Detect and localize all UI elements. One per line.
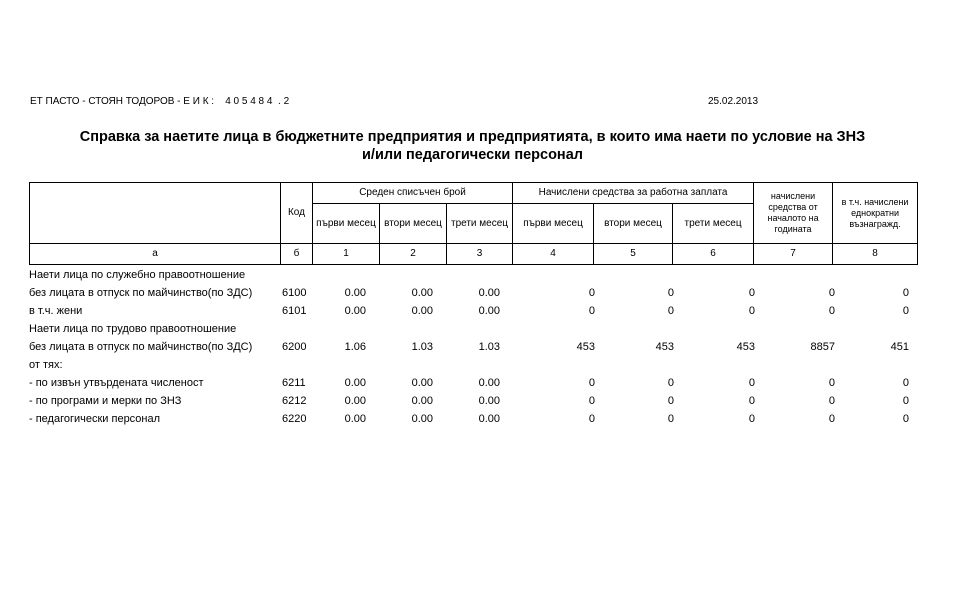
- row-value: 0.00: [478, 377, 500, 389]
- row-value: 0: [828, 413, 835, 425]
- row-value: 8857: [810, 341, 835, 353]
- row-value: [674, 266, 755, 284]
- table-row: [29, 392, 909, 410]
- row-code: 6212: [282, 395, 307, 407]
- row-code: 6100: [282, 287, 307, 299]
- row-value: 0.00: [411, 305, 433, 317]
- row-value: [755, 266, 835, 284]
- row-value: 0: [748, 287, 755, 299]
- index-cell: а: [30, 244, 281, 265]
- row-value: 0.00: [344, 413, 366, 425]
- row-code: [280, 320, 310, 338]
- row-value: 0.00: [411, 413, 433, 425]
- funds-first-month-header: първи месец: [513, 204, 594, 244]
- report-title: [20, 128, 925, 164]
- index-cell: 6: [673, 244, 754, 265]
- row-value: 0.00: [478, 395, 500, 407]
- index-cell: б: [281, 244, 313, 265]
- row-label: - по програми и мерки по ЗНЗ: [29, 395, 182, 407]
- row-value: 0.00: [478, 305, 500, 317]
- row-value: 0: [588, 395, 595, 407]
- row-code: [280, 356, 310, 374]
- funds-second-month-header: втори месец: [594, 204, 673, 244]
- index-cell: 2: [380, 244, 447, 265]
- row-value: [674, 356, 755, 374]
- row-value: [835, 356, 909, 374]
- row-value: 0: [667, 395, 674, 407]
- row-value: [310, 320, 366, 338]
- row-code: 6101: [282, 305, 307, 317]
- row-value: 0.00: [411, 287, 433, 299]
- row-value: [433, 356, 500, 374]
- table-row: [29, 284, 909, 302]
- avg-third-month-header: трети месец: [447, 204, 513, 244]
- row-value: [366, 320, 433, 338]
- row-value: 1.03: [411, 341, 433, 353]
- table-row: [29, 302, 909, 320]
- table-row: [29, 356, 909, 374]
- code-header: Код: [281, 183, 313, 244]
- row-code: 6220: [282, 413, 307, 425]
- company-header: ЕТ ПАСТО - СТОЯН ТОДОРОВ - Е И К : 4 0 5 4 8 4 . 2: [30, 96, 290, 107]
- row-value: 1.06: [344, 341, 366, 353]
- row-value: 0: [748, 377, 755, 389]
- row-value: 0: [667, 305, 674, 317]
- row-value: [500, 320, 595, 338]
- onetime-header: в т.ч. начислени еднократни възнагражд.: [833, 183, 918, 244]
- table-row: [29, 320, 909, 338]
- index-cell: 1: [313, 244, 380, 265]
- row-value: 0: [748, 305, 755, 317]
- row-code: [280, 266, 310, 284]
- row-value: 0: [667, 413, 674, 425]
- row-value: 0: [667, 287, 674, 299]
- index-cell: 3: [447, 244, 513, 265]
- index-cell: 4: [513, 244, 594, 265]
- row-value: [755, 356, 835, 374]
- row-value: 0.00: [411, 395, 433, 407]
- row-label: - по извън утвърдената численост: [29, 377, 204, 389]
- accrued-header: начислени средства от началото на годината: [754, 183, 833, 244]
- data-table: [29, 266, 909, 428]
- row-value: [835, 320, 909, 338]
- row-value: [755, 320, 835, 338]
- row-code: 6211: [282, 377, 306, 389]
- table-row: [29, 338, 909, 356]
- row-label: без лицата в отпуск по майчинство(по ЗДС): [29, 341, 253, 353]
- row-value: 0: [588, 305, 595, 317]
- row-value: [433, 266, 500, 284]
- row-value: 453: [576, 341, 595, 353]
- index-cell: 8: [833, 244, 918, 265]
- row-label: Наети лица по служебно правоотношение: [29, 269, 246, 281]
- row-value: 453: [736, 341, 755, 353]
- row-value: 0: [828, 305, 835, 317]
- row-label: в т.ч. жени: [29, 305, 83, 317]
- avg-count-header: Среден списъчен брой: [313, 183, 513, 204]
- index-cell: 7: [754, 244, 833, 265]
- row-value: [595, 356, 674, 374]
- row-value: 0: [667, 377, 674, 389]
- row-value: 0.00: [478, 287, 500, 299]
- row-value: 453: [655, 341, 674, 353]
- row-value: [366, 356, 433, 374]
- row-label: от тях:: [29, 359, 63, 371]
- row-value: 0: [748, 413, 755, 425]
- row-value: 0: [588, 287, 595, 299]
- row-value: 0: [588, 413, 595, 425]
- row-value: 0: [902, 377, 909, 389]
- title-line-2: и/или педагогически персонал: [362, 147, 583, 163]
- row-value: 451: [890, 341, 909, 353]
- table-row: [29, 374, 909, 392]
- row-label: без лицата в отпуск по майчинство(по ЗДС): [29, 287, 253, 299]
- row-value: [674, 320, 755, 338]
- row-value: 0.00: [344, 305, 366, 317]
- row-value: 0: [748, 395, 755, 407]
- funds-header: Начислени средства за работна заплата: [513, 183, 754, 204]
- row-value: 0: [902, 413, 909, 425]
- row-value: 0: [828, 395, 835, 407]
- row-value: 0: [902, 305, 909, 317]
- row-value: [433, 320, 500, 338]
- row-code: 6200: [282, 341, 307, 353]
- row-value: 0.00: [344, 395, 366, 407]
- label-header-cell: [30, 183, 281, 244]
- row-label: Наети лица по трудово правоотношение: [29, 323, 237, 335]
- row-value: [500, 266, 595, 284]
- row-value: 0: [828, 287, 835, 299]
- row-value: 0.00: [344, 287, 366, 299]
- row-value: 0.00: [411, 377, 433, 389]
- avg-first-month-header: първи месец: [313, 204, 380, 244]
- avg-second-month-header: втори месец: [380, 204, 447, 244]
- row-value: 0: [828, 377, 835, 389]
- row-value: 0: [902, 395, 909, 407]
- row-value: [366, 266, 433, 284]
- row-value: 0.00: [478, 413, 500, 425]
- funds-third-month-header: трети месец: [673, 204, 754, 244]
- table-row: [29, 266, 909, 284]
- row-value: 0: [902, 287, 909, 299]
- row-value: [595, 320, 674, 338]
- row-value: [310, 266, 366, 284]
- table-row: [29, 410, 909, 428]
- row-value: [500, 356, 595, 374]
- row-value: 0.00: [344, 377, 366, 389]
- index-cell: 5: [594, 244, 673, 265]
- row-value: [595, 266, 674, 284]
- title-line-1: Справка за наетите лица в бюджетните предприятия и предприятията, в които има наети по условие на ЗНЗ: [79, 129, 866, 145]
- header-table: [29, 182, 918, 265]
- row-value: 1.03: [478, 341, 500, 353]
- row-value: 0: [588, 377, 595, 389]
- row-label: - педагогически персонал: [29, 413, 161, 425]
- row-value: [310, 356, 366, 374]
- report-date: 25.02.2013: [708, 96, 759, 107]
- row-value: [835, 266, 909, 284]
